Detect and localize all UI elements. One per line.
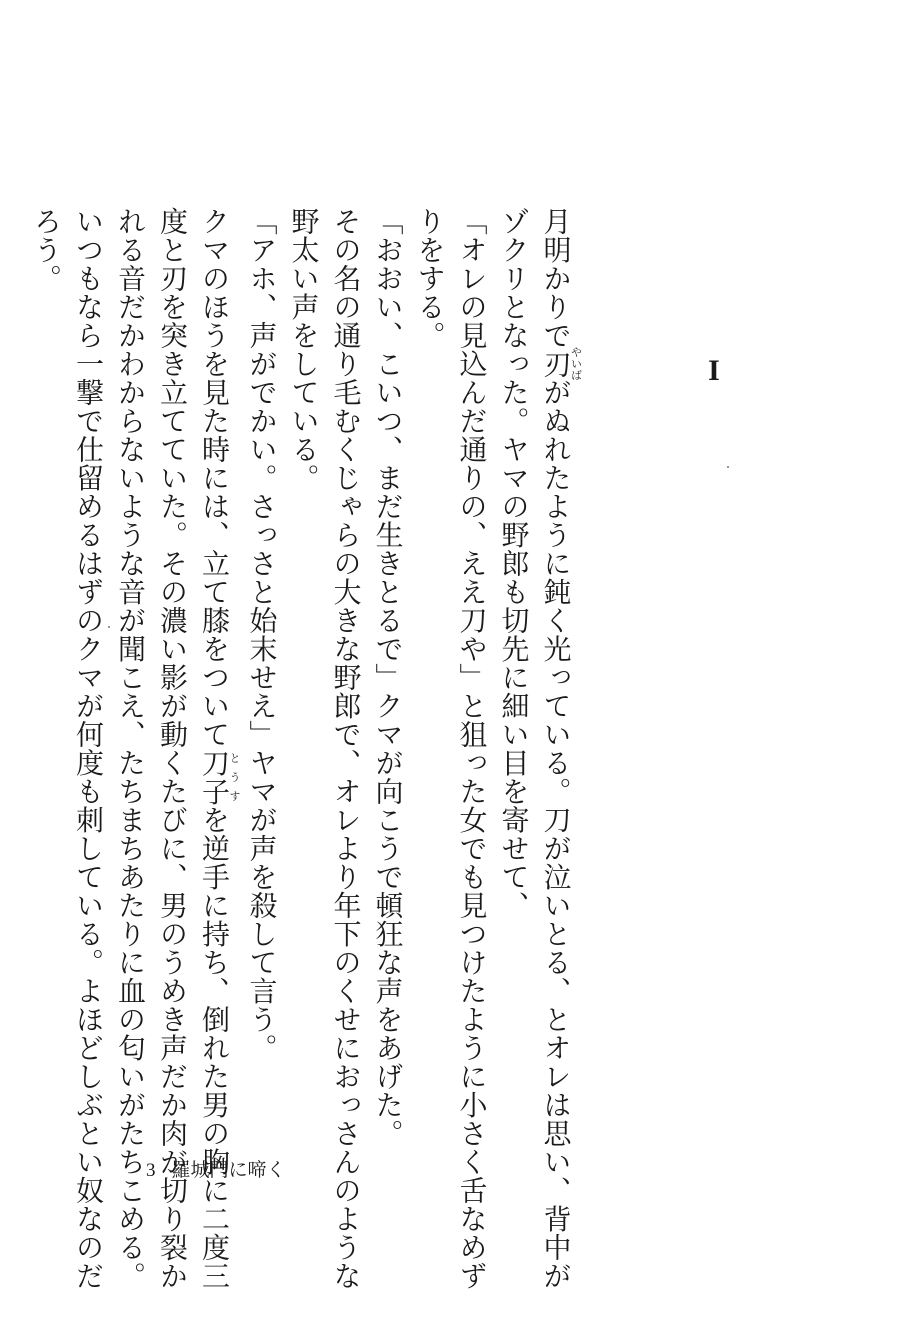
paragraph: 月明かりで刃やいばがぬれたように鈍く光っている。刀が泣いとる、とオレは思い、背中がゾクリとなった。ヤマの野郎も切先に細い目を寄せて、	[497, 207, 583, 1290]
ruby-yaiba: 刃やいば	[539, 346, 583, 381]
paper-speck	[727, 466, 729, 468]
paragraph: その名の通り毛むくじゃらの大きな野郎で、オレより年下のくせにおっさんのような野太い声をしている。	[287, 207, 363, 1290]
page-number: 3	[146, 1160, 156, 1181]
body-text	[25, 207, 582, 1297]
ruby-tousu: 刀子とうす	[198, 748, 241, 806]
paragraph: 「オレの見込んだ通りの、ええ刀や」と狙った女でも見つけたように小さく舌なめずりをする。	[413, 207, 489, 1290]
book-title: 羅城門に啼く	[171, 1159, 286, 1181]
paragraph: 「アホ、声がでかい。さっさと始末せえ」ヤマが声を殺して言う。	[245, 207, 279, 1062]
page-footer	[146, 1158, 286, 1183]
paragraph: クマのほうを見た時には、立て膝をついて刀子とうすを逆手に持ち、倒れた男の胸に二度三度と刃を突き立てていた。その濃い影が動くたびに、男のうめき声だか肉が切り裂かれる音だかわからないような音が聞こえ、たちまちあたりに血の匂いがたちこめる。いつもなら一撃で仕留めるはずのクマが何度も刺している。よほどしぶとい奴なのだろう。	[30, 207, 241, 1290]
paper-speck	[108, 626, 110, 628]
chapter-number: I	[708, 354, 720, 387]
paragraph: 「おおい、こいつ、まだ生きとるで」クマが向こうで頓狂な声をあげた。	[371, 207, 405, 1148]
